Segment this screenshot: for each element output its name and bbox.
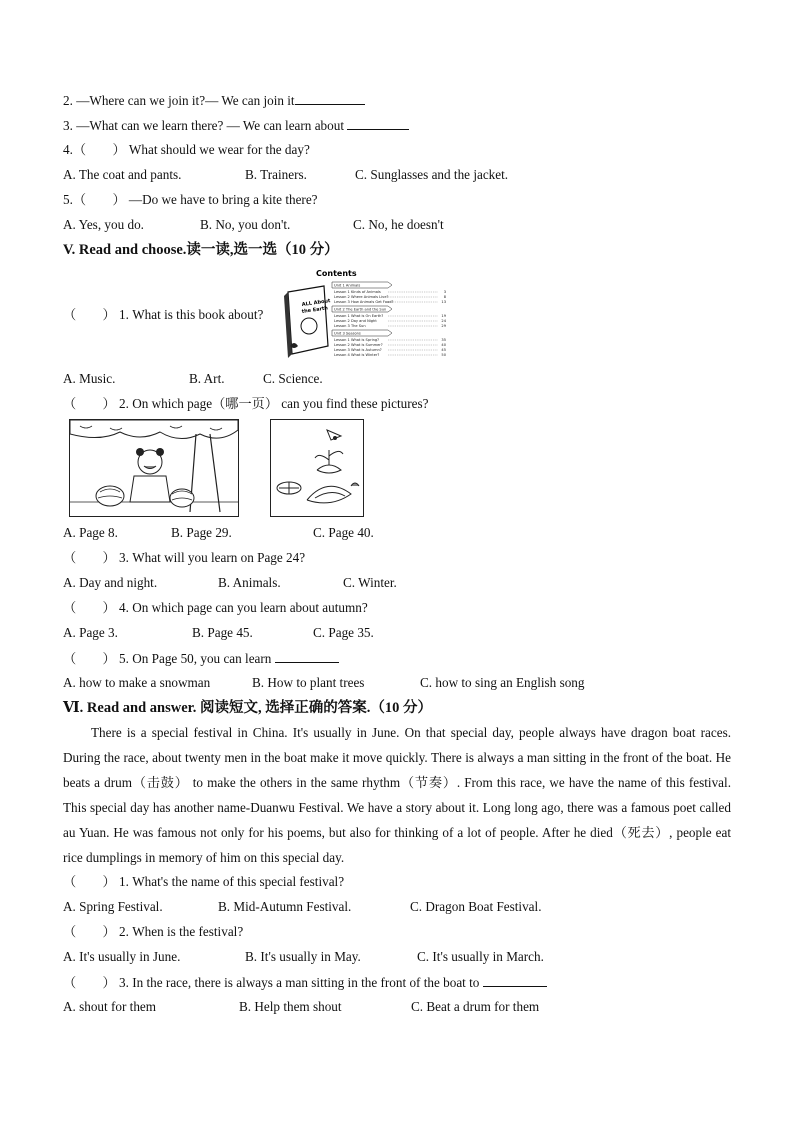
contents-lesson: Lesson 2 Where Animals Live?: [334, 295, 389, 299]
question-5: 5.（ ） —Do we have to bring a kite there?: [63, 192, 318, 207]
contents-lesson: Lesson 4 What is Winter?: [334, 353, 380, 357]
contents-lesson: Lesson 3 What is Autumn?: [334, 348, 382, 352]
option-c[interactable]: C. Winter.: [343, 575, 397, 590]
contents-page-number: 50: [441, 353, 446, 357]
svg-text:Unit 1 Animals: Unit 1 Animals: [334, 283, 361, 288]
option-c[interactable]: C. Beat a drum for them: [411, 999, 540, 1014]
contents-figure: [280, 268, 450, 364]
s5-question-5: [63, 650, 339, 667]
question-4: 4.（ ） What should we wear for the day?: [63, 142, 310, 157]
contents-page-number: 40: [441, 343, 446, 347]
contents-lesson: Lesson 3 How Animals Get Food?: [334, 300, 394, 304]
question-3: [63, 117, 409, 134]
question-3-text: 3. —What can we learn there? — We can learn about: [63, 118, 348, 133]
svg-text:Unit 3 Seasons: Unit 3 Seasons: [334, 331, 361, 336]
option-b[interactable]: B. Page 29.: [171, 525, 232, 540]
contents-lesson: Lesson 1 Kinds of Animals: [334, 290, 381, 294]
option-b[interactable]: B. Art.: [189, 371, 225, 386]
svg-text:ALL About: ALL About: [301, 298, 331, 308]
question-2: [63, 92, 365, 109]
s5-question-2: （ ） 2. On which page（哪一页） can you find these pictures?: [63, 396, 429, 411]
option-a[interactable]: A. how to make a snowman: [63, 675, 211, 690]
s6-question-1: （ ） 1. What's the name of this special festival?: [63, 874, 345, 889]
contents-lesson: Lesson 1 What is On Earth?: [334, 314, 384, 318]
contents-page-number: 19: [441, 314, 446, 318]
option-a[interactable]: A. Yes, you do.: [63, 217, 144, 232]
contents-lesson: Lesson 2 Day and Night: [334, 319, 377, 323]
option-b[interactable]: B. It's usually in May.: [245, 949, 361, 964]
s6-question-3-text: （ ） 3. In the race, there is always a man sitting in the front of the boat to: [63, 975, 483, 990]
option-b[interactable]: B. Trainers.: [245, 167, 307, 182]
contents-page-number: 29: [441, 324, 446, 328]
option-b[interactable]: B. Animals.: [218, 575, 281, 590]
svg-text:Unit 2 The Earth and the Sun: Unit 2 The Earth and the Sun: [334, 307, 387, 312]
section-5-title: V. Read and choose.读一读,选一选（10 分）: [63, 242, 339, 258]
svg-text:the Earth: the Earth: [301, 305, 329, 315]
answer-blank[interactable]: [275, 650, 339, 663]
option-b[interactable]: B. Mid-Autumn Festival.: [218, 899, 352, 914]
option-c[interactable]: C. Sunglasses and the jacket.: [355, 167, 509, 182]
option-a[interactable]: A. The coat and pants.: [63, 167, 182, 182]
option-c[interactable]: C. Science.: [263, 371, 323, 386]
option-c[interactable]: C. It's usually in March.: [417, 949, 544, 964]
contents-page-number: 45: [441, 348, 446, 352]
answer-blank[interactable]: [347, 117, 409, 130]
reading-passage: There is a special festival in China. It's usually in June. On that special day, people always have dragon boat races. During the race, about twenty men in the boat make it move quickly. There is always a man sitting in the front of the boat. He beats a drum（击鼓） to make the others in the same rhythm（节奏）. From this race, we have the name of this festival. This special day has another name-Duanwu Festival. We have a story about it. Long long ago, there was a famous poet called au Yuan. He was famous not only for his poems, but also for thinking of a lot of people. After he died（死去）, people eat rice dumplings in memory of him on this special day.: [63, 725, 731, 865]
s5-question-1: （ ） 1. What is this book about?: [63, 307, 264, 322]
book-icon: [284, 286, 331, 358]
contents-page-number: 24: [441, 319, 446, 323]
contents-page-number: 35: [441, 338, 446, 342]
contents-page-number: 8: [443, 295, 446, 299]
option-c[interactable]: C. Page 40.: [313, 525, 374, 540]
plant-watermelon-picture: [270, 419, 364, 517]
contents-lesson: Lesson 3 The Sun: [334, 324, 366, 328]
s5-question-3: （ ） 3. What will you learn on Page 24?: [63, 550, 306, 565]
contents-lesson: Lesson 1 What is Spring?: [334, 338, 380, 342]
option-a[interactable]: A. shout for them: [63, 999, 157, 1014]
option-b[interactable]: B. No, you don't.: [200, 217, 291, 232]
option-c[interactable]: C. Dragon Boat Festival.: [410, 899, 542, 914]
option-c[interactable]: C. Page 35.: [313, 625, 374, 640]
option-b[interactable]: B. How to plant trees: [252, 675, 365, 690]
option-a[interactable]: A. Page 8.: [63, 525, 118, 540]
s5-question-4: （ ） 4. On which page can you learn about autumn?: [63, 600, 368, 615]
contents-unit-label: [332, 306, 392, 312]
answer-blank[interactable]: [483, 974, 547, 987]
s5-question-5-text: （ ） 5. On Page 50, you can learn: [63, 651, 275, 666]
girl-watermelon-picture: [69, 419, 239, 517]
option-b[interactable]: B. Help them shout: [239, 999, 342, 1014]
s6-question-3: [63, 974, 547, 991]
option-b[interactable]: B. Page 45.: [192, 625, 253, 640]
answer-blank[interactable]: [295, 92, 365, 105]
contents-unit-label: [332, 282, 392, 288]
option-a[interactable]: A. Page 3.: [63, 625, 118, 640]
section-6-title: Ⅵ. Read and answer. 阅读短文, 选择正确的答案.（10 分）: [63, 700, 432, 716]
option-a[interactable]: A. Music.: [63, 371, 116, 386]
contents-page-number: 13: [441, 300, 446, 304]
option-a[interactable]: A. It's usually in June.: [63, 949, 181, 964]
contents-lesson: Lesson 2 What is Summer?: [334, 343, 383, 347]
option-a[interactable]: A. Day and night.: [63, 575, 158, 590]
option-c[interactable]: C. No, he doesn't: [353, 217, 444, 232]
contents-unit-label: [332, 330, 392, 336]
contents-heading: Contents: [316, 269, 357, 278]
option-a[interactable]: A. Spring Festival.: [63, 899, 163, 914]
option-c[interactable]: C. how to sing an English song: [420, 675, 585, 690]
s6-question-2: （ ） 2. When is the festival?: [63, 924, 244, 939]
question-2-text: 2. —Where can we join it?— We can join it: [63, 93, 295, 108]
contents-page-number: 3: [443, 290, 446, 294]
